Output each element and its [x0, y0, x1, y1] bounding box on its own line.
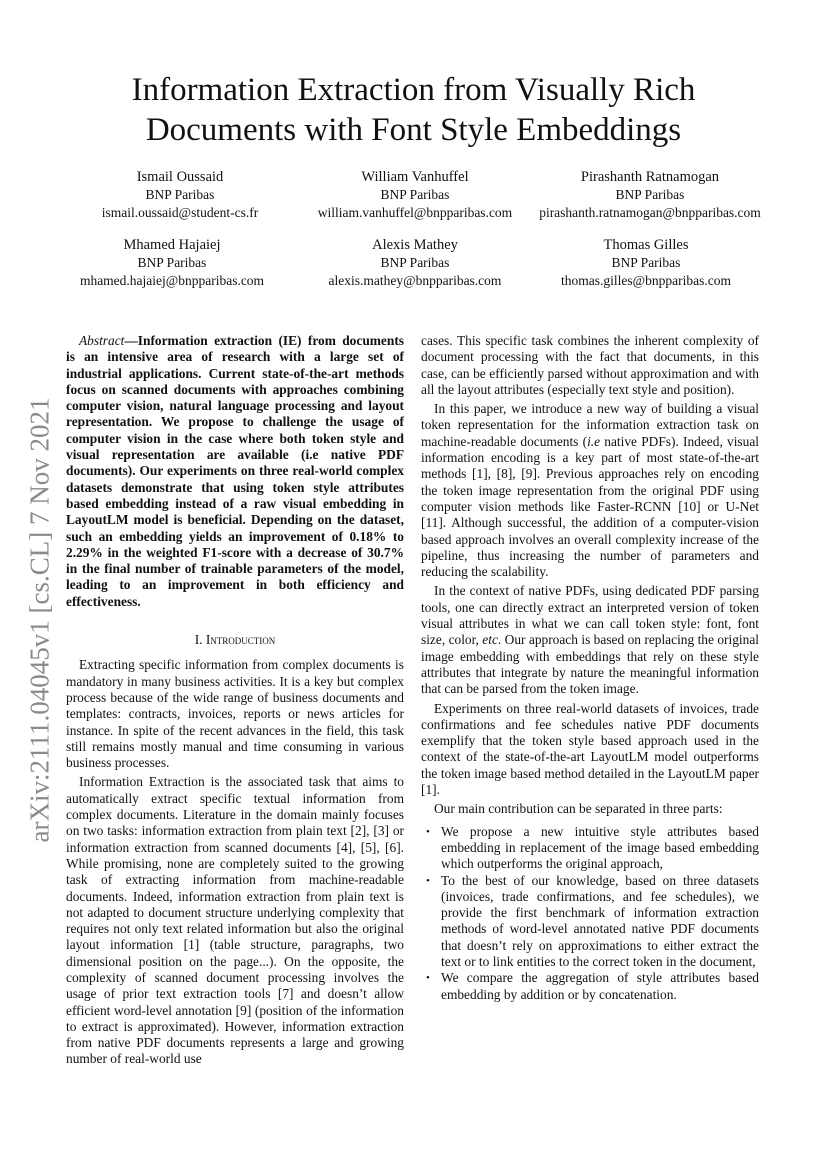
- right-column: [421, 333, 759, 1003]
- paragraph: [421, 583, 759, 697]
- text-run: i.e: [587, 433, 601, 449]
- author-name: Pirashanth Ratnamogan: [580, 169, 720, 185]
- author-email: pirashanth.ratnamogan@bnpparibas.com: [539, 205, 761, 220]
- author-name: Thomas Gilles: [603, 237, 689, 253]
- author-name: Alexis Mathey: [372, 237, 458, 253]
- list-item: • We propose a new intuitive style attributes based embedding in replacement of the image based embedding which outperforms the original approach,: [441, 824, 759, 873]
- author-affiliation: BNP Paribas: [145, 187, 215, 202]
- author-name: William Vanhuffel: [361, 169, 469, 185]
- left-column: [66, 333, 404, 1071]
- abstract-text: —Information extraction (IE) from documents is an intensive area of research with a large set of industrial applications. Current state-of-the-art methods focus on scanned documents with approaches combining computer vision, natural language processing and layout representation. We propose to challenge the usage of computer vision in the case where both token style and visual representation are available (i.e native PDF documents). Our experiments on three real-world complex datasets demonstrate that using token style attributes based embedding instead of a raw visual embedding in LayoutLM model is beneficial. Depending on the dataset, such an embedding yields an improvement of 0.18% to 2.29% in the weighted F1-score with a decrease of 30.7% in the final number of trainable parameters of the model, leading to an improvement in both efficiency and effectiveness.: [66, 333, 404, 609]
- text-run: In this paper, we introduce a new way of building a visual token representation for the information extraction task on machine-readable documents (: [421, 401, 759, 449]
- author-affiliation: BNP Paribas: [611, 255, 681, 270]
- text-run: . Our approach is based on replacing the original image embedding with embeddings that rely on these style attributes that integrate by nature the meaningful information that can be parsed from the token image.: [421, 632, 759, 697]
- abstract: [66, 333, 404, 610]
- abstract-label: Abstract: [79, 333, 125, 348]
- author-email: william.vanhuffel@bnpparibas.com: [317, 205, 513, 220]
- author-email: alexis.mathey@bnpparibas.com: [328, 273, 502, 288]
- author-email: ismail.oussaid@student-cs.fr: [101, 205, 259, 220]
- author-affiliation: BNP Paribas: [380, 255, 450, 270]
- text-run: In the context of native PDFs, using dedicated PDF parsing tools, one can directly extract an interpreted version of token visual attributes in what we can call token style: font, font size, color,: [421, 583, 759, 648]
- title-line: Documents with Font Style Embeddings: [145, 112, 682, 148]
- author-affiliation: BNP Paribas: [380, 187, 450, 202]
- author: [500, 168, 800, 222]
- list-item: • We compare the aggregation of style attributes based embedding by addition or by concatenation.: [441, 970, 759, 1003]
- author-name: Mhamed Hajaiej: [123, 237, 221, 253]
- text-run: native PDFs). Indeed, visual information encoding is a key part of most state-of-the-art methods [1], [8], [9]. Previous approaches rely on encoding the token image representation from the original PDF using computer vision methods like Faster-RCNN [10] or U-Net [11]. Although successful, the addition of a computer-vision based approach involves an overall complexity increase of the pipeline, thus increasing the number of parameters and reducing the scalability.: [421, 433, 759, 580]
- paper-title: [0, 70, 827, 150]
- list-item: • To the best of our knowledge, based on three datasets (invoices, trade confirmations, and fee schedules), we provide the first benchmark of information extraction methods of word-level annotated native PDF documents that doesn’t rely on approximations to either extract the text or to link entities to the correct token in the document,: [441, 873, 759, 971]
- paragraph: Experiments on three real-world datasets of invoices, trade confirmations and fee schedules native PDF documents exemplify that the token style based approach used in the context of the state-of-the-art LayoutLM model outperforms the token image based method detailed in the LayoutLM paper [1].: [421, 700, 759, 798]
- author-email: thomas.gilles@bnpparibas.com: [561, 273, 731, 288]
- author: [496, 236, 796, 290]
- paragraph: [421, 401, 759, 580]
- paragraph: Extracting specific information from complex documents is mandatory in many business activities. It is a key but complex process because of the wide range of business documents and templates: contracts, invoices, reports or news articles for instance. In spite of the recent advances in the field, this task still remains mostly manual and time consuming in various business processes.: [66, 657, 404, 771]
- paragraph: Our main contribution can be separated in three parts:: [434, 801, 723, 817]
- section-heading: I. Introduction: [194, 632, 276, 648]
- text-run: etc: [482, 632, 498, 648]
- author-email: mhamed.hajaiej@bnpparibas.com: [79, 273, 265, 288]
- title-line: Information Extraction from Visually Rich: [131, 72, 696, 108]
- author-name: Ismail Oussaid: [136, 169, 224, 185]
- paragraph: cases. This specific task combines the inherent complexity of document processing with the fact that documents, in this case, can be efficiently parsed without approximation and with all the layout attributes (especially text style and position).: [421, 333, 759, 397]
- paragraph: Information Extraction is the associated task that aims to automatically extract specific textual information from complex documents. Literature in the domain mainly focuses on two tasks: information extraction from plain text [2], [3] or information extraction from scanned documents [4], [5], [6]. While promising, none are completely suited to the growing task of extracting information from machine-readable documents. Indeed, information extraction from plain text is not adapted to document structure underlying complexity that requires not only text related information but also the original layout information [1] (table structure, paragraphs, two dimensional position on the page...). On the opposite, the complexity of scanned document processing involves the usage of prior text extraction tools [7] and doesn’t allow efficient word-level annotation [9] (position of the information to extract is approximated). However, information extraction from native PDF documents represents a large and growing number of real-world use: [66, 774, 404, 1067]
- contribution-list: [421, 824, 759, 1003]
- author-affiliation: BNP Paribas: [137, 255, 207, 270]
- author-affiliation: BNP Paribas: [615, 187, 685, 202]
- arxiv-stamp: arXiv:2111.04045v1 [cs.CL] 7 Nov 2021: [24, 397, 55, 843]
